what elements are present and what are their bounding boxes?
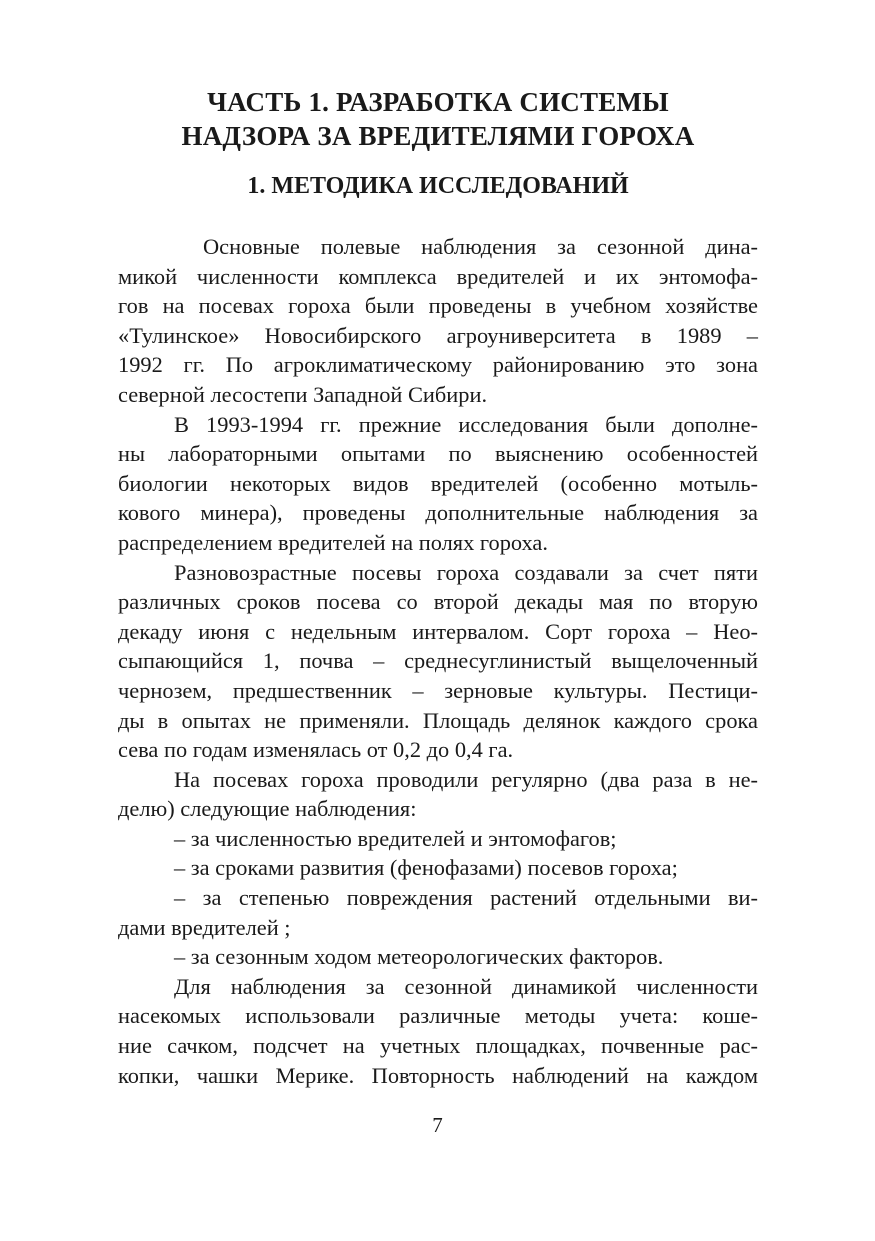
part-title-line: ЧАСТЬ 1. РАЗРАБОТКА СИСТЕМЫ: [207, 87, 669, 117]
list-item: – за сроками развития (фенофазами) посевов гороха;: [174, 855, 678, 881]
part-title: [118, 85, 758, 153]
part-title-line: НАДЗОРА ЗА ВРЕДИТЕЛЯМИ ГОРОХА: [181, 121, 695, 151]
text-line: Для наблюдения за сезонной динамикой численности: [174, 973, 758, 999]
text-line: делю) следующие наблюдения:: [118, 796, 417, 822]
text-line: различных сроков посева со второй декады мая по вторую: [118, 589, 758, 615]
text-line: северной лесостепи Западной Сибири.: [118, 381, 488, 407]
text-line: биологии некоторых видов вредителей (особенно мотыль-: [118, 470, 758, 496]
text-line: В 1993-1994 гг. прежние исследования были дополне-: [174, 411, 758, 437]
text-line: декаду июня с недельным интервалом. Сорт гороха – Нео-: [118, 618, 758, 644]
text-line: Основные полевые наблюдения за сезонной дина-: [203, 234, 758, 259]
text-line: Разновозрастные посевы гороха создавали за счет пяти: [174, 559, 758, 585]
text-line: «Тулинское» Новосибирского агроуниверситета в 1989 –: [118, 322, 758, 348]
text-line: дами вредителей ;: [118, 914, 291, 940]
text-line: гов на посевах гороха были проведены в учебном хозяйстве: [118, 293, 758, 319]
text-line: сыпающийся 1, почва – среднесуглинистый выщелоченный: [118, 648, 758, 674]
text-line: 1992 гг. По агроклиматическому районированию это зона: [118, 352, 758, 378]
list-item: – за степенью повреждения растений отдельными ви-: [174, 885, 758, 911]
text-line: ды в опытах не применяли. Площадь делянок каждого срока: [118, 707, 758, 733]
text-line: На посевах гороха проводили регулярно (два раза в не-: [174, 766, 758, 792]
list-item: – за численностью вредителей и энтомофагов;: [174, 825, 617, 851]
text-line: копки, чашки Мерике. Повторность наблюдений на каждом: [118, 1062, 758, 1088]
text-line: ние сачком, подсчет на учетных площадках, почвенные рас-: [118, 1033, 758, 1059]
text-line: чернозем, предшественник – зерновые культуры. Пестици-: [118, 677, 758, 703]
text-line: распределением вредителей на полях гороха.: [118, 529, 548, 555]
text-line: ны лабораторными опытами по выяснению особенностей: [118, 441, 758, 467]
text-line: насекомых использовали различные методы учета: коше-: [118, 1003, 758, 1029]
body-text: [118, 232, 758, 1090]
section-title: 1. МЕТОДИКА ИССЛЕДОВАНИЙ: [247, 173, 629, 199]
text-line: микой численности комплекса вредителей и их энтомофа-: [118, 263, 758, 289]
list-item: – за сезонным ходом метеорологических факторов.: [174, 944, 664, 970]
text-line: сева по годам изменялась от 0,2 до 0,4 га.: [118, 737, 514, 763]
page-number: 7: [432, 1113, 443, 1137]
text-line: кового минера), проведены дополнительные наблюдения за: [118, 500, 758, 526]
